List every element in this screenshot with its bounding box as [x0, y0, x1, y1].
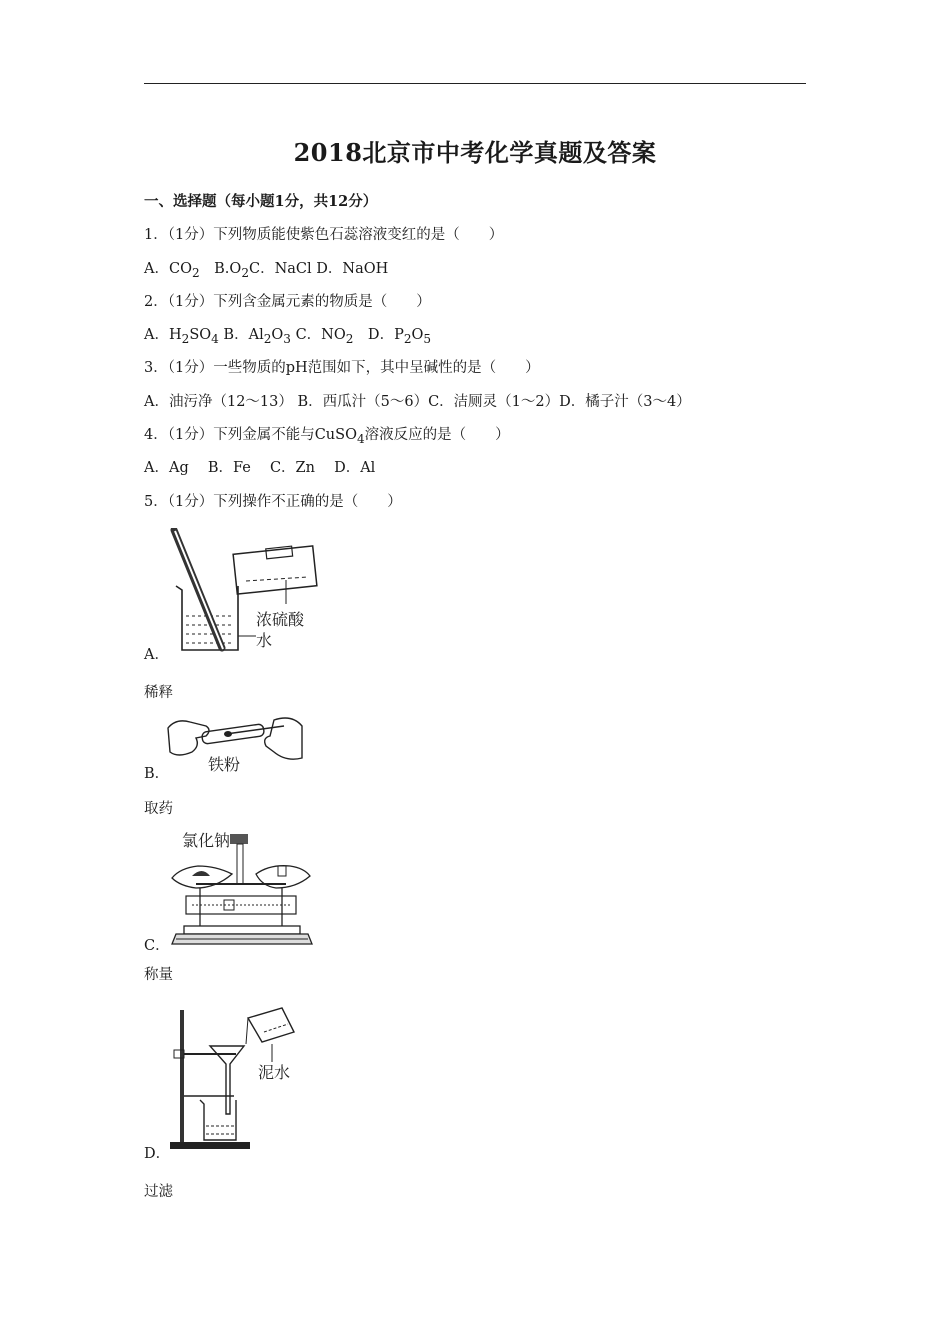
q2-options: A．$H_2SO_4$ B．$Al_2O_3$ C．$NO_2$ D．$P_2O_5$: [144, 327, 432, 346]
q5-option-d-letter: D．: [144, 1146, 171, 1162]
q5-option-b-caption: 取药: [144, 801, 173, 817]
q5-option-c-letter: C．: [144, 938, 170, 954]
filtration-figure: [166, 1004, 306, 1154]
dilution-label-water: 水: [256, 631, 273, 650]
balance-label: 氯化钠: [182, 831, 231, 850]
dilution-label-acid: 浓硫酸: [256, 610, 305, 629]
q5-option-a-caption: 稀释: [144, 685, 173, 701]
q4-stem: 4．（1分）下列金属不能与CuSO$_4$溶液反应的是（ ）: [144, 427, 510, 446]
q3-options: A．油污净（12～13） B．西瓜汁（5～6）C．洁厕灵（1～2）D．橘子汁（3～4）: [144, 394, 691, 410]
q5-option-b-letter: B．: [144, 766, 170, 782]
q5-option-a-letter: A．: [144, 647, 169, 663]
dilution-figure: [168, 528, 318, 656]
page-title: 2018北京市中考化学真题及答案: [293, 138, 657, 167]
q1-stem: 1．（1分）下列物质能使紫色石蕊溶液变红的是（ ）: [144, 227, 504, 243]
powder-figure: [166, 712, 306, 774]
q2-stem: 2．（1分）下列含金属元素的物质是（ ）: [144, 294, 431, 310]
powder-label: 铁粉: [208, 755, 241, 774]
section-heading: 一、选择题（每小题1分，共12分）: [144, 193, 378, 210]
q3-stem: 3．（1分）一些物质的pH范围如下，其中呈碱性的是（ ）: [144, 360, 540, 376]
balance-figure: [166, 826, 316, 948]
filtration-label: 泥水: [258, 1063, 291, 1082]
q5-option-d-caption: 过滤: [144, 1184, 173, 1200]
q4-options: A．Ag B．Fe C．Zn D．Al: [144, 460, 376, 476]
q5-option-c-caption: 称量: [144, 967, 173, 983]
q1-options: A．$CO_2$ $B.O_2C$．NaCl D．NaOH: [144, 261, 389, 280]
q5-stem: 5．（1分）下列操作不正确的是（ ）: [144, 494, 402, 510]
header-rule: [144, 83, 806, 84]
